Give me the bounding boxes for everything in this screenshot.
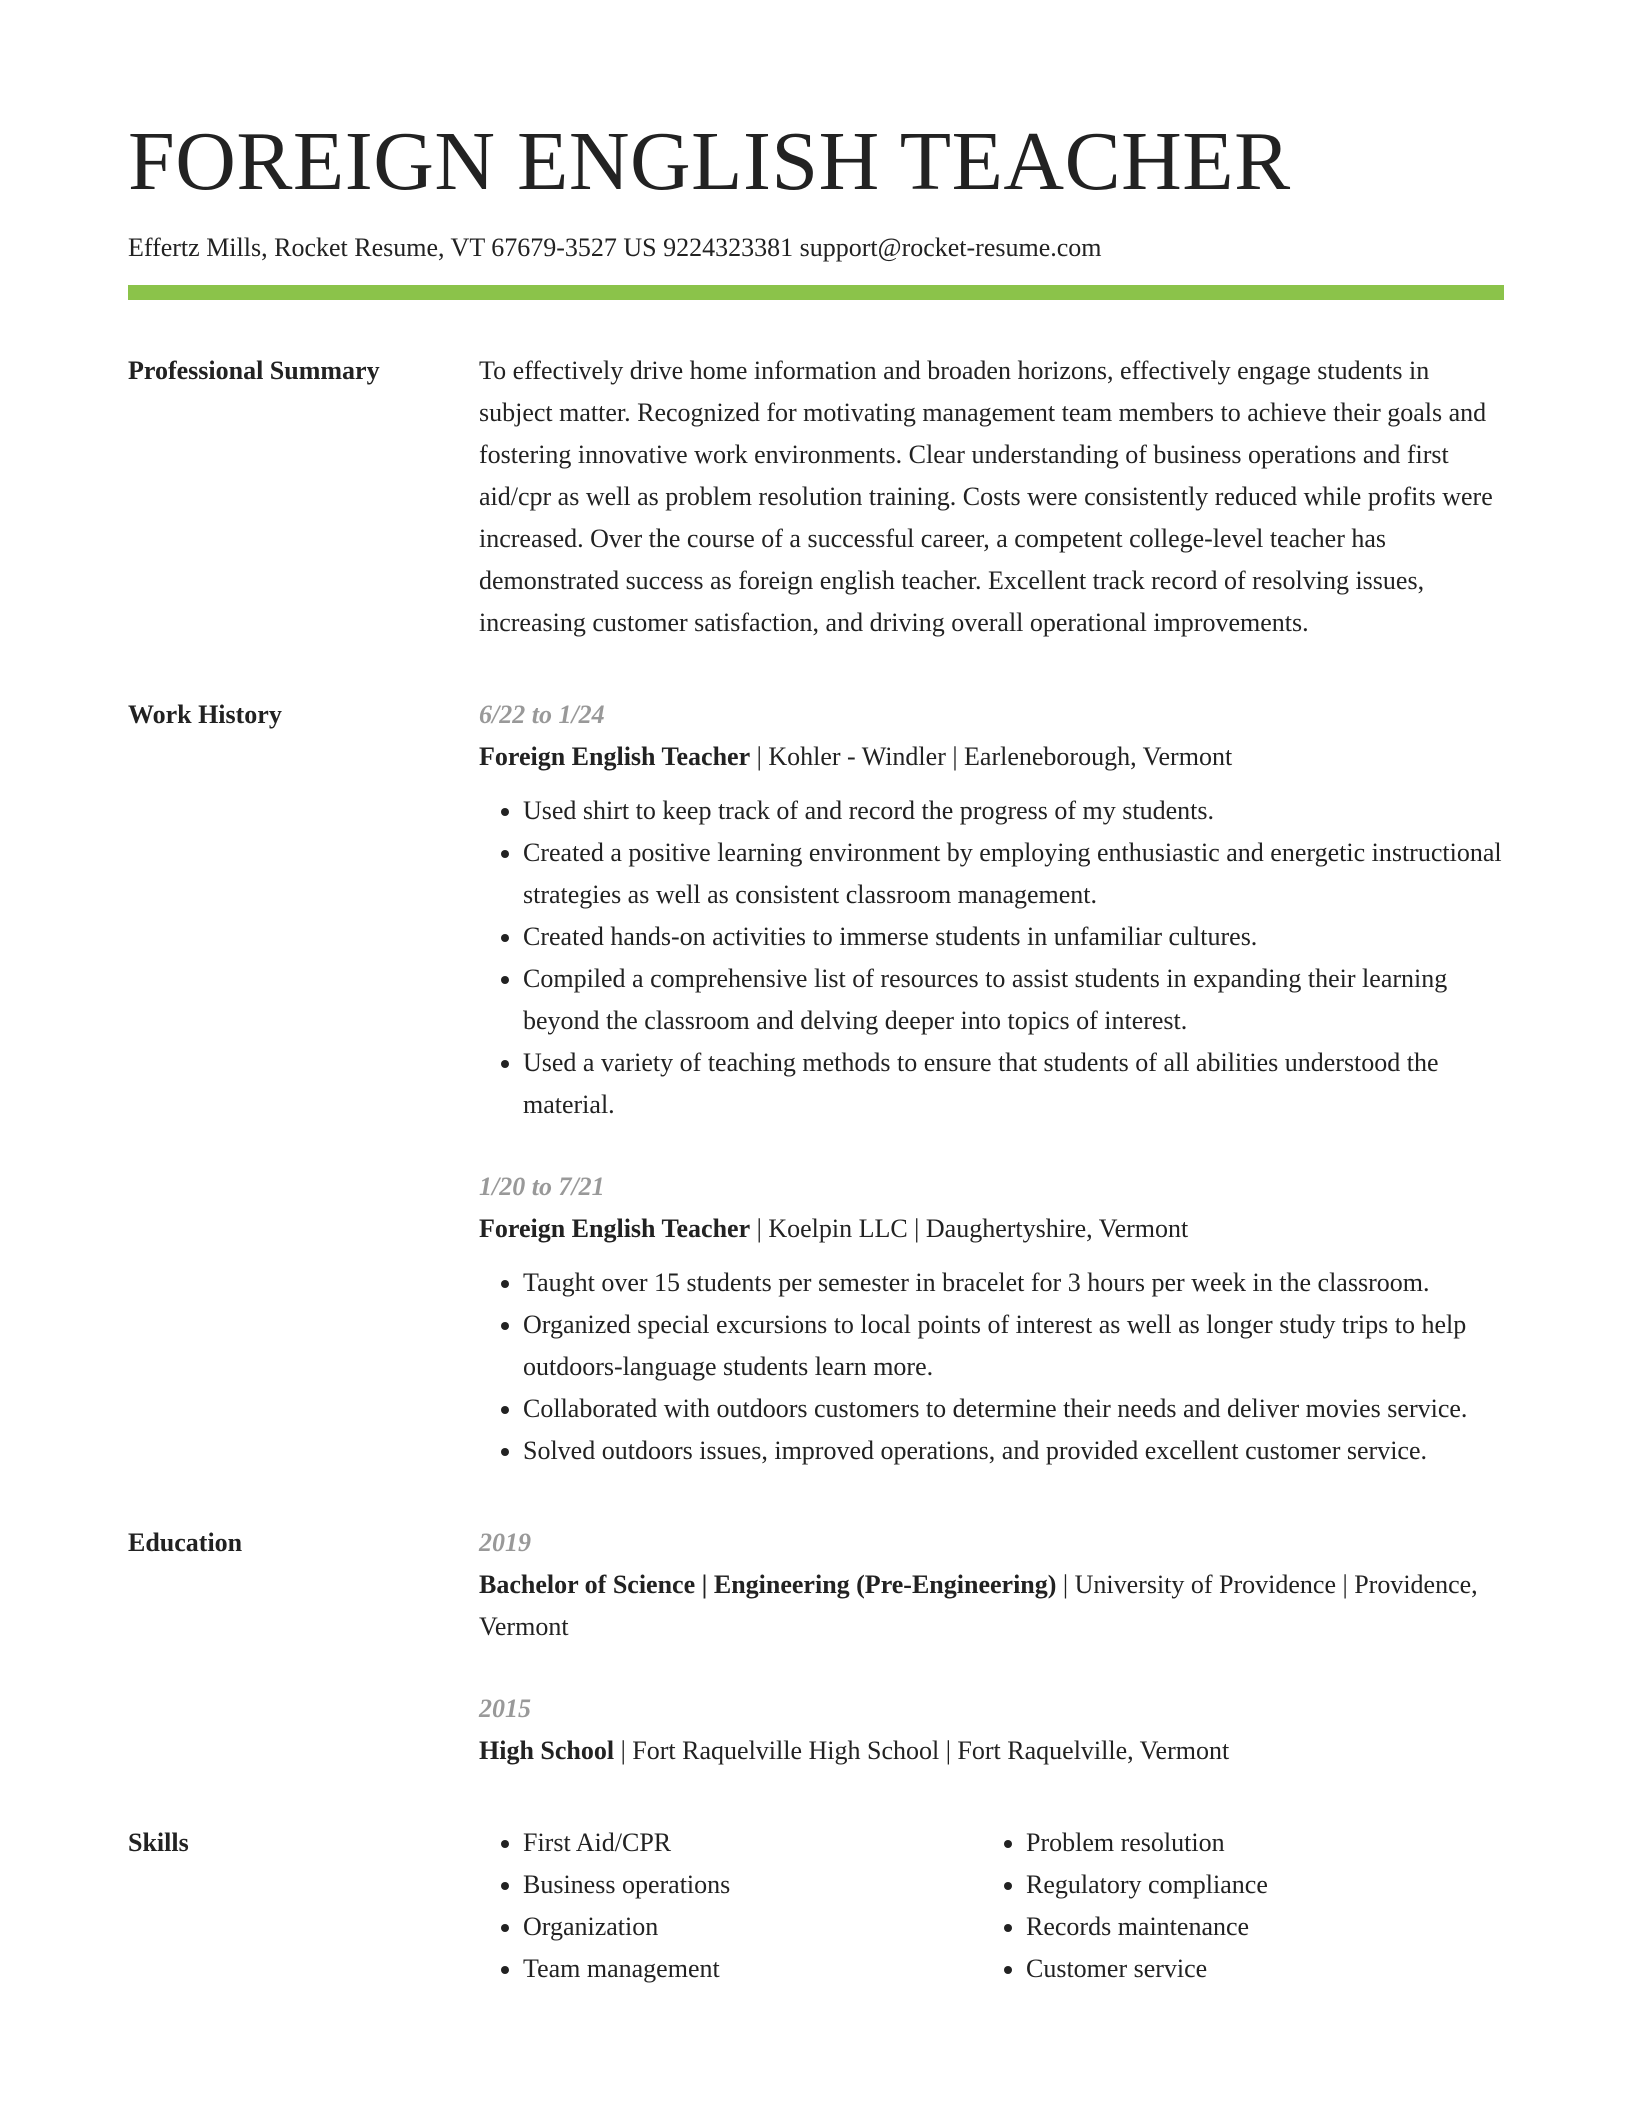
job-date: 1/20 to 7/21 [479, 1172, 605, 1202]
skills-section [128, 1822, 1504, 1990]
contact-line: Effertz Mills, Rocket Resume, VT 67679-3527 US 9224323381 support@rocket-resume.com [128, 233, 1102, 262]
list-item: • Records maintenance [1026, 1906, 1485, 1948]
list-item: • Business operations [523, 1864, 982, 1906]
job-role-line [479, 1208, 1504, 1250]
list-item: • Created hands-on activities to immerse students in unfamiliar cultures. [523, 916, 1504, 958]
education-date: 2019 [479, 1528, 531, 1558]
list-item: • First Aid/CPR [523, 1822, 982, 1864]
job-bullets [479, 790, 1504, 1126]
skills-lists [479, 1822, 1504, 1990]
list-item: • Solved outdoors issues, improved operations, and provided excellent customer service. [523, 1430, 1504, 1472]
education-degree: High School [479, 1736, 615, 1766]
list-item: • Organization [523, 1906, 982, 1948]
list-item: • Taught over 15 students per semester in bracelet for 3 hours per week in the classroom. [523, 1262, 1504, 1304]
job-bullets [479, 1262, 1504, 1472]
skills-heading: Skills [128, 1828, 189, 1858]
list-item: • Team management [523, 1948, 982, 1990]
list-item: • Compiled a comprehensive list of resources to assist students in expanding their learning beyond the classroom and delving deeper into topics of interest. [523, 958, 1504, 1042]
work-history-section [128, 694, 1504, 1472]
education-entry [479, 1522, 1504, 1648]
job-details: | Kohler - Windler | Earleneborough, Vermont [750, 742, 1233, 772]
summary-text: To effectively drive home information and broaden horizons, effectively engage students in subject matter. Recognized for motivating management team members to achieve their goals and fostering innovative work environments. Clear understanding of business operations and first aid/cpr as well as problem resolution training. Costs were consistently reduced while profits were increased. Over the course of a successful career, a competent college-level teacher has demonstrated success as foreign english teacher. Excellent track record of resolving issues, increasing customer satisfaction, and driving overall operational improvements. [479, 356, 1493, 638]
job-details: | Koelpin LLC | Daughertyshire, Vermont [750, 1214, 1189, 1244]
list-item: • Used shirt to keep track of and record the progress of my students. [523, 790, 1504, 832]
list-item: • Customer service [1026, 1948, 1485, 1990]
summary-section [128, 350, 1504, 644]
education-date: 2015 [479, 1694, 531, 1724]
work-history-heading: Work History [128, 700, 282, 730]
summary-heading: Professional Summary [128, 356, 380, 386]
education-heading: Education [128, 1528, 243, 1558]
accent-divider [128, 285, 1504, 300]
education-section [128, 1522, 1504, 1772]
list-item: • Collaborated with outdoors customers to determine their needs and deliver movies service. [523, 1388, 1504, 1430]
list-item: • Used a variety of teaching methods to ensure that students of all abilities understood the material. [523, 1042, 1504, 1126]
job-role-line [479, 736, 1504, 778]
list-item: • Regulatory compliance [1026, 1864, 1485, 1906]
list-item: • Created a positive learning environment by employing enthusiastic and energetic instructional strategies as well as consistent classroom management. [523, 832, 1504, 916]
job-title: Foreign English Teacher [479, 742, 751, 772]
job-date: 6/22 to 1/24 [479, 700, 605, 730]
job-title: Foreign English Teacher [479, 1214, 751, 1244]
education-line [479, 1564, 1504, 1648]
job-entry [479, 1166, 1504, 1472]
job-entry [479, 694, 1504, 1126]
resume-name: FOREIGN ENGLISH TEACHER [128, 115, 1291, 208]
education-degree: Bachelor of Science | Engineering (Pre-Engineering) [479, 1570, 1057, 1600]
education-details: | Fort Raquelville High School | Fort Raquelville, Vermont [614, 1736, 1230, 1766]
education-details: | University of Providence | Providence, Vermont [479, 1570, 1478, 1642]
skills-list-left [479, 1822, 982, 1990]
education-entry [479, 1688, 1504, 1772]
list-item: • Organized special excursions to local points of interest as well as longer study trips to help outdoors-language students learn more. [523, 1304, 1504, 1388]
education-line [479, 1730, 1504, 1772]
skills-list-right [982, 1822, 1485, 1990]
list-item: • Problem resolution [1026, 1822, 1485, 1864]
